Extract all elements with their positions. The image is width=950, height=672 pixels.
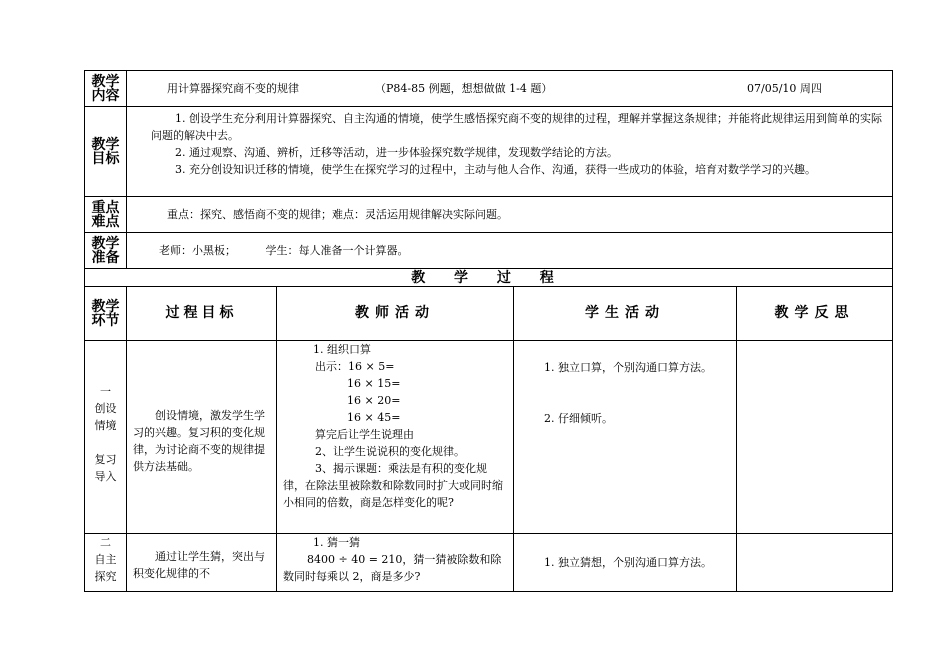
label-line: 教学	[91, 73, 120, 90]
student-cell	[514, 534, 737, 592]
teacher-cell	[277, 341, 514, 534]
goal-cell	[127, 341, 277, 534]
label-line: 难点	[91, 213, 120, 230]
teacher-line: 16 × 15=	[347, 377, 401, 390]
key-label	[85, 197, 127, 233]
teacher-line: 出示：16 × 5=	[315, 360, 395, 373]
teacher-line: 算完后让学生说理由	[315, 428, 414, 441]
content-cell	[127, 71, 893, 107]
teacher-line: 1. 猜一猜	[313, 536, 360, 549]
label-line: 教学	[91, 136, 120, 153]
reflect-cell	[737, 534, 893, 592]
col-teacher: 教师活动	[277, 287, 514, 341]
goal-1: 1. 创设学生充分利用计算器探究、自主沟通的情境，使学生感悟探究商不变的规律的过程，理解并掌握这条规律；并能将此规律运用到简单的实际问题的解决中去。	[151, 112, 882, 142]
process-title: 教 学 过 程	[85, 269, 893, 287]
content-pages: （P84-85 例题，想想做做 1-4 题）	[375, 82, 553, 95]
goals-label	[85, 107, 127, 197]
content-title: 用计算器探究商不变的规律	[167, 82, 299, 95]
content-date: 07/05/10 周四	[747, 82, 822, 95]
teacher-line: 16 × 45=	[347, 411, 401, 424]
goal-2: 2. 通过观察、沟通、辨析，迁移等活动，进一步体验探究数学规律，发现数学结论的方法。	[175, 146, 618, 159]
student-cell	[514, 341, 737, 534]
prep-student: 学生：每人准备一个计算器。	[265, 244, 409, 257]
goal-3: 3. 充分创设知识迁移的情境，使学生在探究学习的过程中，主动与他人合作、沟通，获得一些成功的体验，培育对数学学习的兴趣。	[175, 163, 816, 176]
teacher-cell	[277, 534, 514, 592]
label-line: 重点	[91, 199, 120, 216]
stage-text: 导入	[94, 470, 117, 483]
teacher-line: 3、揭示课题：乘法是有积的变化规律，在除法里被除数和除数同时扩大或同时缩小相同的倍数，商是怎样变化的呢?	[283, 462, 503, 509]
label-line: 教学	[91, 235, 120, 252]
content-label	[85, 71, 127, 107]
teacher-line: 1. 组织口算	[313, 343, 371, 356]
label-line: 内容	[91, 87, 120, 104]
key-row	[85, 197, 893, 233]
table-row	[85, 534, 893, 592]
teacher-line: 16 × 20=	[347, 394, 401, 407]
student-line: 2. 仔细倾听。	[544, 412, 613, 425]
col-student: 学生活动	[514, 287, 737, 341]
student-line: 1. 独立口算，个别沟通口算方法。	[544, 361, 712, 374]
label-line: 目标	[91, 150, 120, 167]
goal-text: 通过让学生猜，突出与积变化规律的不	[133, 550, 265, 580]
col-stage	[85, 287, 127, 341]
lesson-plan-table	[84, 70, 893, 592]
col-reflect: 教学反思	[737, 287, 893, 341]
table-row	[85, 341, 893, 534]
stage-cell	[85, 341, 127, 534]
teacher-line: 2、让学生说说积的变化规律。	[315, 445, 465, 458]
label-line: 环节	[91, 312, 120, 329]
stage-text: 创设	[94, 402, 117, 415]
goal-text: 创设情境，激发学生学习的兴趣。复习积的变化规律，为讨论商不变的规律提供方法基础。	[133, 409, 265, 473]
key-text: 重点：探究、感悟商不变的规律；难点：灵活运用规律解决实际问题。	[127, 197, 893, 233]
goals-cell	[127, 107, 893, 197]
process-title-row	[85, 269, 893, 287]
prep-cell	[127, 233, 893, 269]
stage-cell	[85, 534, 127, 592]
prep-label	[85, 233, 127, 269]
goal-cell	[127, 534, 277, 592]
col-goal: 过程目标	[127, 287, 277, 341]
prep-teacher: 老师：小黑板；	[159, 244, 236, 257]
stage-number: 一	[100, 385, 111, 398]
stage-text: 情境	[94, 419, 117, 432]
stage-text: 自主	[94, 553, 117, 566]
label-line: 教学	[91, 298, 120, 315]
reflect-cell	[737, 341, 893, 534]
stage-text: 探究	[94, 570, 117, 583]
student-line: 1. 独立猜想，个别沟通口算方法。	[544, 556, 712, 569]
prep-row	[85, 233, 893, 269]
teacher-line: 8400 ÷ 40 = 210，猜一猜被除数和除数同时每乘以 2，商是多少?	[283, 553, 502, 583]
lesson-plan-document	[84, 70, 892, 592]
goals-row	[85, 107, 893, 197]
column-header-row	[85, 287, 893, 341]
stage-text: 复习	[94, 453, 117, 466]
label-line: 准备	[91, 249, 120, 266]
content-row	[85, 71, 893, 107]
stage-number: 二	[100, 536, 111, 549]
